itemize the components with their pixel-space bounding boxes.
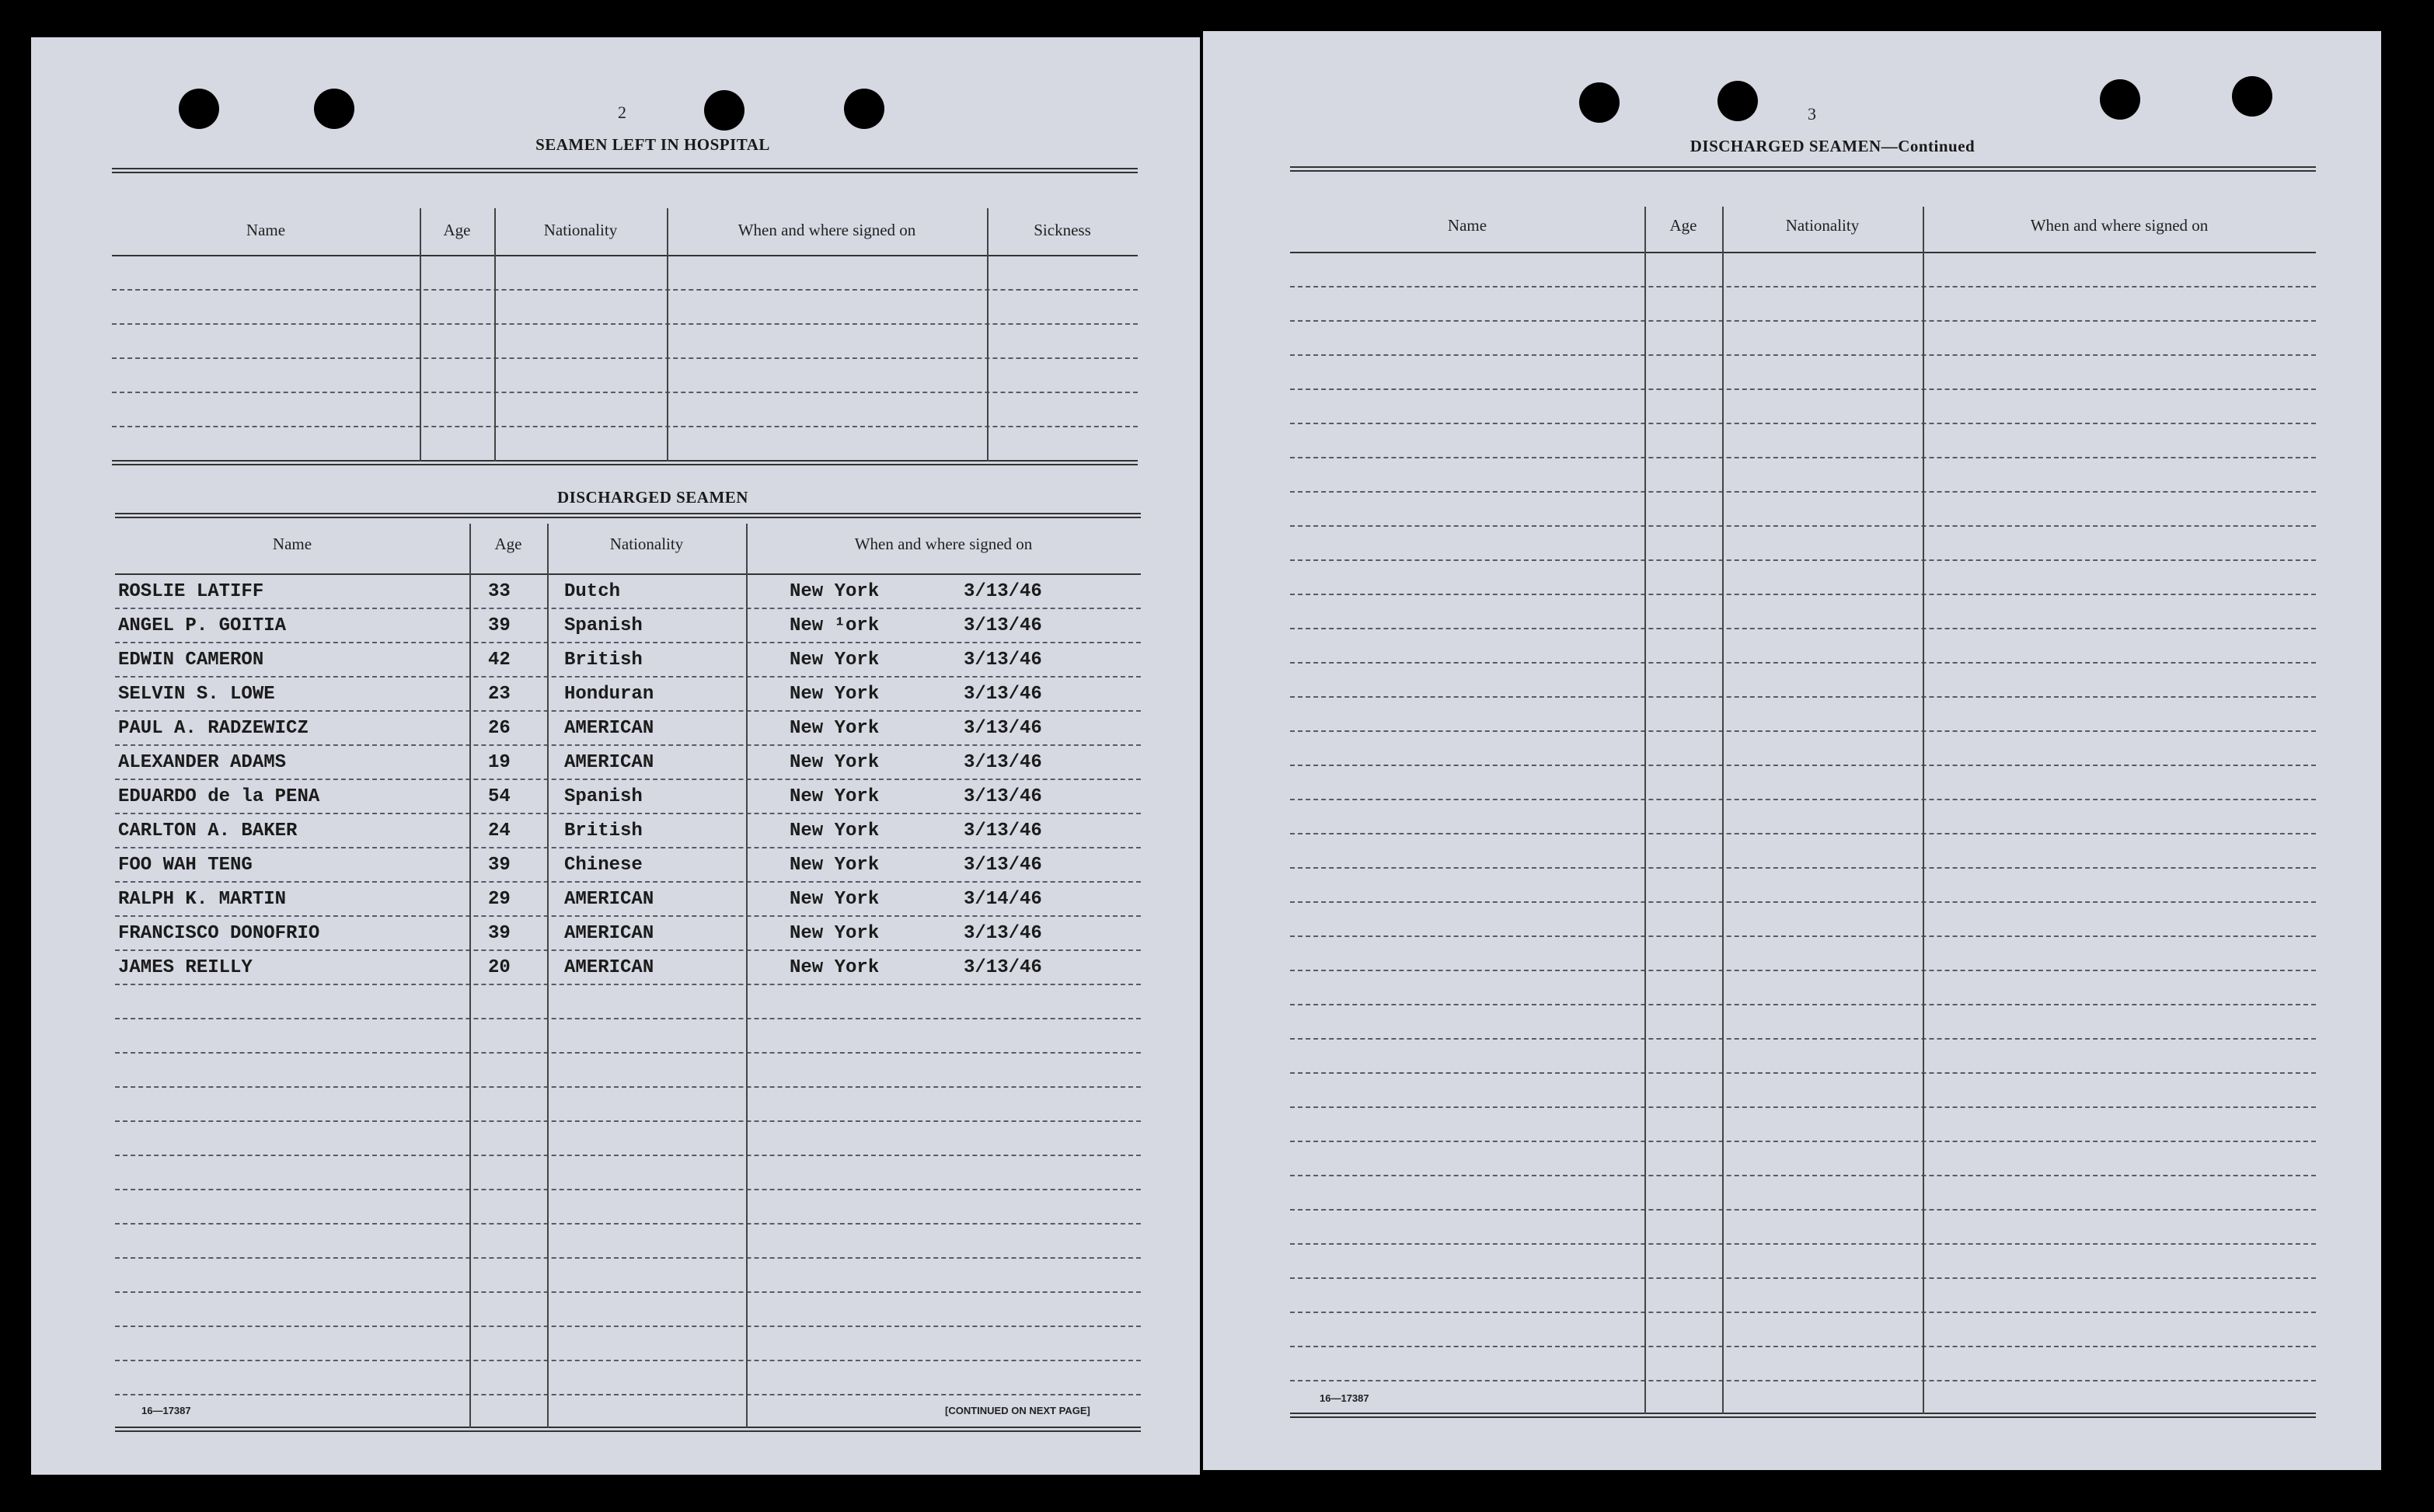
column-header: Nationality <box>1785 216 1860 235</box>
seaman-name: ANGEL P. GOITIA <box>118 615 287 636</box>
seaman-age: 26 <box>488 718 511 739</box>
seaman-age: 54 <box>488 786 511 807</box>
seaman-age: 39 <box>488 615 511 636</box>
row-rule <box>1290 765 2316 766</box>
column-header: When and where signed on <box>2030 216 2209 235</box>
signed-on-place: New York <box>790 718 880 739</box>
seaman-age: 39 <box>488 855 511 876</box>
row-rule <box>112 392 1138 393</box>
seaman-nationality: Chinese <box>564 855 643 876</box>
column-header: Age <box>1669 216 1697 235</box>
row-rule <box>115 1086 1141 1088</box>
signed-on-date: 3/13/46 <box>964 718 1042 739</box>
row-rule <box>1290 1312 2316 1313</box>
punch-hole <box>704 90 744 131</box>
table-row <box>115 957 1141 981</box>
row-rule <box>1290 730 2316 732</box>
row-rule <box>115 847 1141 848</box>
signed-on-date: 3/13/46 <box>964 752 1042 773</box>
row-rule <box>115 1052 1141 1054</box>
punch-hole <box>179 89 219 129</box>
row-rule <box>1290 559 2316 561</box>
table-row <box>115 684 1141 707</box>
row-rule <box>115 813 1141 814</box>
row-rule <box>115 608 1141 609</box>
row-rule <box>112 426 1138 427</box>
table-rule <box>112 460 1138 465</box>
page-number: 3 <box>1808 104 1816 124</box>
column-divider <box>1923 207 1924 1414</box>
row-rule <box>1290 388 2316 390</box>
seaman-age: 39 <box>488 923 511 944</box>
row-rule <box>1290 1175 2316 1176</box>
row-rule <box>115 915 1141 917</box>
row-rule <box>1290 1243 2316 1245</box>
row-rule <box>115 1189 1141 1190</box>
row-rule <box>1290 696 2316 698</box>
seaman-name: ROSLIE LATIFF <box>118 581 264 602</box>
seaman-nationality: Honduran <box>564 684 654 705</box>
row-rule <box>115 984 1141 985</box>
right-page <box>1203 31 2381 1470</box>
table-row <box>115 581 1141 604</box>
seaman-name: ALEXANDER ADAMS <box>118 752 287 773</box>
seaman-nationality: British <box>564 820 643 841</box>
continued-note: [CONTINUED ON NEXT PAGE] <box>945 1405 1090 1416</box>
signed-on-date: 3/13/46 <box>964 581 1042 602</box>
table-rule <box>115 1427 1141 1432</box>
form-number: 16—17387 <box>141 1405 191 1416</box>
seaman-age: 42 <box>488 650 511 671</box>
row-rule <box>115 710 1141 712</box>
signed-on-place: New York <box>790 820 880 841</box>
row-rule <box>115 1018 1141 1019</box>
signed-on-date: 3/13/46 <box>964 615 1042 636</box>
row-rule <box>115 779 1141 780</box>
signed-on-date: 3/13/46 <box>964 786 1042 807</box>
signed-on-date: 3/13/46 <box>964 650 1042 671</box>
punch-hole <box>1579 82 1620 123</box>
row-rule <box>1290 354 2316 356</box>
row-rule <box>1290 867 2316 869</box>
seaman-age: 24 <box>488 820 511 841</box>
seaman-name: FOO WAH TENG <box>118 855 253 876</box>
seaman-age: 19 <box>488 752 511 773</box>
seaman-name: EDWIN CAMERON <box>118 650 264 671</box>
signed-on-place: New York <box>790 786 880 807</box>
header-rule <box>115 573 1141 575</box>
hospital-section-title: SEAMEN LEFT IN HOSPITAL <box>535 135 770 154</box>
column-header: Nationality <box>609 535 684 553</box>
row-rule <box>1290 970 2316 971</box>
row-rule <box>115 1155 1141 1156</box>
table-row <box>115 615 1141 639</box>
seaman-age: 23 <box>488 684 511 705</box>
table-row <box>115 855 1141 878</box>
row-rule <box>112 289 1138 291</box>
seaman-age: 33 <box>488 581 511 602</box>
title-continued: —Continued <box>1881 137 1975 155</box>
row-rule <box>1290 1277 2316 1279</box>
header-rule <box>112 255 1138 256</box>
seaman-nationality: AMERICAN <box>564 889 654 910</box>
column-divider <box>494 208 496 462</box>
table-rule <box>112 168 1138 173</box>
row-rule <box>1290 662 2316 664</box>
seaman-name: JAMES REILLY <box>118 957 253 978</box>
signed-on-date: 3/13/46 <box>964 923 1042 944</box>
signed-on-place: New York <box>790 889 880 910</box>
row-rule <box>1290 799 2316 800</box>
hospital-table <box>112 168 1138 466</box>
seaman-age: 29 <box>488 889 511 910</box>
table-rule <box>1290 166 2316 172</box>
column-divider <box>1722 207 1724 1414</box>
row-rule <box>115 1360 1141 1361</box>
row-rule <box>1290 1209 2316 1211</box>
column-header: Sickness <box>1034 221 1091 239</box>
row-rule <box>1290 525 2316 527</box>
table-row <box>115 718 1141 741</box>
row-rule <box>115 881 1141 883</box>
signed-on-date: 3/14/46 <box>964 889 1042 910</box>
seaman-nationality: AMERICAN <box>564 957 654 978</box>
signed-on-place: New York <box>790 957 880 978</box>
table-header <box>1290 216 2316 235</box>
row-rule <box>1290 1072 2316 1074</box>
signed-on-place: New York <box>790 923 880 944</box>
row-rule <box>112 357 1138 359</box>
column-header: Name <box>246 221 286 239</box>
column-header: Age <box>443 221 471 239</box>
form-number: 16—17387 <box>1320 1392 1369 1404</box>
punch-hole <box>2100 79 2140 120</box>
table-rule <box>1290 1413 2316 1418</box>
column-header: When and where signed on <box>738 221 916 239</box>
page-number: 2 <box>618 103 626 122</box>
discharged-section-title: DISCHARGED SEAMEN <box>557 488 748 507</box>
signed-on-date: 3/13/46 <box>964 855 1042 876</box>
row-rule <box>112 323 1138 325</box>
seaman-nationality: Spanish <box>564 615 643 636</box>
signed-on-date: 3/13/46 <box>964 957 1042 978</box>
row-rule <box>115 949 1141 951</box>
row-rule <box>1290 457 2316 458</box>
header-rule <box>1290 252 2316 253</box>
table-row <box>115 889 1141 912</box>
row-rule <box>1290 423 2316 424</box>
row-rule <box>1290 1346 2316 1347</box>
signed-on-date: 3/13/46 <box>964 820 1042 841</box>
row-rule <box>1290 833 2316 834</box>
signed-on-place: New York <box>790 752 880 773</box>
table-row <box>115 923 1141 946</box>
seaman-name: CARLTON A. BAKER <box>118 820 298 841</box>
seaman-age: 20 <box>488 957 511 978</box>
seaman-name: RALPH K. MARTIN <box>118 889 287 910</box>
left-page <box>31 37 1200 1475</box>
row-rule <box>115 1326 1141 1327</box>
seaman-name: PAUL A. RADZEWICZ <box>118 718 309 739</box>
row-rule <box>1290 901 2316 903</box>
signed-on-place: New York <box>790 684 880 705</box>
signed-on-place: New York <box>790 581 880 602</box>
row-rule <box>115 676 1141 678</box>
punch-hole <box>314 89 354 129</box>
discharged-continued-table <box>1290 166 2316 1425</box>
discharged-table <box>115 513 1141 1437</box>
seaman-nationality: AMERICAN <box>564 752 654 773</box>
seaman-nationality: Spanish <box>564 786 643 807</box>
row-rule <box>1290 1004 2316 1005</box>
row-rule <box>1290 1141 2316 1142</box>
punch-hole <box>844 89 884 129</box>
table-header <box>112 221 1138 240</box>
column-header: When and where signed on <box>854 535 1033 553</box>
table-row <box>115 786 1141 810</box>
seaman-nationality: AMERICAN <box>564 923 654 944</box>
punch-hole <box>1717 81 1758 121</box>
row-rule <box>1290 1106 2316 1108</box>
row-rule <box>115 1223 1141 1225</box>
row-rule <box>1290 594 2316 595</box>
table-row <box>115 650 1141 673</box>
row-rule <box>1290 628 2316 629</box>
row-rule <box>1290 1038 2316 1040</box>
row-rule <box>115 744 1141 746</box>
row-rule <box>115 1257 1141 1259</box>
signed-on-place: New York <box>790 855 880 876</box>
column-header: Name <box>272 535 312 553</box>
column-header: Age <box>494 535 522 553</box>
row-rule <box>1290 286 2316 287</box>
column-header: Name <box>1447 216 1487 235</box>
row-rule <box>1290 320 2316 322</box>
discharged-continued-title <box>1545 137 2120 156</box>
table-row <box>115 820 1141 844</box>
row-rule <box>1290 935 2316 937</box>
column-header: Nationality <box>543 221 618 239</box>
column-divider <box>667 208 668 462</box>
row-rule <box>1290 491 2316 493</box>
table-row <box>115 752 1141 775</box>
row-rule <box>115 1120 1141 1122</box>
signed-on-date: 3/13/46 <box>964 684 1042 705</box>
seaman-name: FRANCISCO DONOFRIO <box>118 923 320 944</box>
row-rule <box>115 642 1141 643</box>
signed-on-place: New York <box>790 650 880 671</box>
table-rule <box>115 513 1141 518</box>
seaman-nationality: AMERICAN <box>564 718 654 739</box>
seaman-nationality: Dutch <box>564 581 621 602</box>
row-rule <box>1290 1380 2316 1381</box>
title-main: DISCHARGED SEAMEN <box>1690 137 1881 155</box>
punch-hole <box>2232 76 2272 117</box>
seaman-name: SELVIN S. LOWE <box>118 684 275 705</box>
row-rule <box>115 1291 1141 1293</box>
signed-on-place: New ¹ork <box>790 615 880 636</box>
column-divider <box>1644 207 1646 1414</box>
seaman-nationality: British <box>564 650 643 671</box>
seaman-name: EDUARDO de la PENA <box>118 786 320 807</box>
column-divider <box>987 208 989 462</box>
row-rule <box>115 1394 1141 1395</box>
table-header <box>115 535 1141 554</box>
column-divider <box>420 208 421 462</box>
